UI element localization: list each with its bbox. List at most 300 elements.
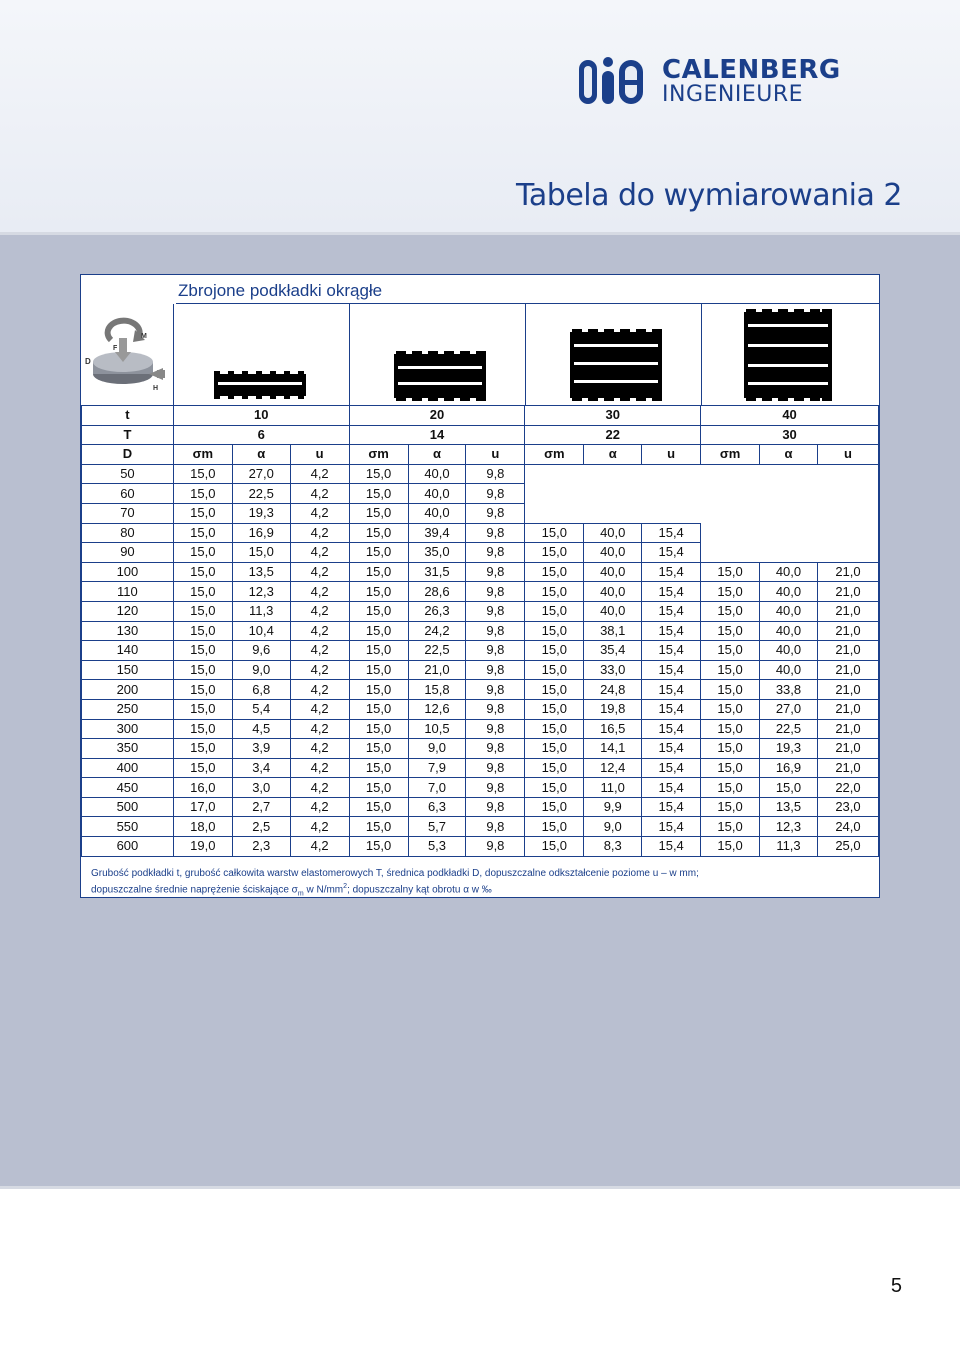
symbol-header-cell: σm [525,445,584,465]
value-cell: 22,0 [817,778,878,798]
pad-40mm-illustration [701,304,881,406]
value-cell: 5,3 [408,837,466,857]
table-row [82,641,879,661]
value-cell: 9,0 [584,817,642,837]
footnote-line-1: Grubość podkładki t, grubość całkowita warstw elastomerowych T, średnica podkładki D, dopuszczalne odkształcenie poziome u – w mm; [91,868,699,879]
group-header-cell: 30 [701,425,879,445]
value-cell: 9,8 [466,503,525,523]
dimensioning-table-card [80,274,880,898]
value-cell: 18,0 [173,817,232,837]
value-cell: 24,2 [408,621,466,641]
value-cell: 40,0 [760,641,818,661]
value-cell: 11,3 [232,601,290,621]
value-cell: 4,2 [290,601,349,621]
value-cell: 14,1 [584,739,642,759]
empty-cell [584,503,642,523]
value-cell: 25,0 [817,837,878,857]
brand-subname: INGENIEURE [662,82,804,107]
value-cell: 17,0 [173,797,232,817]
empty-cell [760,523,818,543]
value-cell: 40,0 [408,503,466,523]
value-cell: 4,2 [290,699,349,719]
value-cell: 15,0 [349,778,408,798]
table-row [82,543,879,563]
empty-cell [760,464,818,484]
diameter-cell: 90 [82,543,174,563]
value-cell: 4,2 [290,484,349,504]
table-row [82,523,879,543]
value-cell: 35,0 [408,543,466,563]
value-cell: 27,0 [232,464,290,484]
diameter-cell: 600 [82,837,174,857]
value-cell: 15,4 [642,641,701,661]
symbol-header-cell: u [817,445,878,465]
symbol-header-cell: α [232,445,290,465]
value-cell: 15,0 [701,562,760,582]
empty-cell [584,464,642,484]
empty-cell [701,484,760,504]
page-title: Tabela do wymiarowania 2 [516,178,902,213]
value-cell: 40,0 [584,523,642,543]
value-cell: 4,2 [290,660,349,680]
value-cell: 15,0 [525,837,584,857]
diameter-cell: 350 [82,739,174,759]
value-cell: 15,0 [525,758,584,778]
table-row [82,739,879,759]
value-cell: 2,7 [232,797,290,817]
value-cell: 3,9 [232,739,290,759]
value-cell: 15,0 [173,660,232,680]
symbol-header-cell: u [466,445,525,465]
value-cell: 9,9 [584,797,642,817]
group-header-cell: 6 [173,425,349,445]
value-cell: 15,0 [701,817,760,837]
value-cell: 15,4 [642,739,701,759]
value-cell: 24,0 [817,817,878,837]
empty-cell [525,484,584,504]
empty-cell [817,523,878,543]
value-cell: 4,2 [290,503,349,523]
value-cell: 19,8 [584,699,642,719]
value-cell: 21,0 [817,719,878,739]
value-cell: 9,8 [466,699,525,719]
value-cell: 4,2 [290,523,349,543]
value-cell: 35,4 [584,641,642,661]
value-cell: 15,0 [701,778,760,798]
value-cell: 31,5 [408,562,466,582]
value-cell: 6,8 [232,680,290,700]
value-cell: 19,3 [232,503,290,523]
group-header-cell: 22 [525,425,701,445]
value-cell: 4,5 [232,719,290,739]
value-cell: 15,0 [525,699,584,719]
value-cell: 15,0 [701,641,760,661]
diameter-cell: 450 [82,778,174,798]
value-cell: 13,5 [760,797,818,817]
value-cell: 4,2 [290,758,349,778]
value-cell: 15,4 [642,797,701,817]
value-cell: 15,0 [525,601,584,621]
value-cell: 4,2 [290,797,349,817]
value-cell: 9,8 [466,797,525,817]
value-cell: 15,0 [525,778,584,798]
value-cell: 4,2 [290,464,349,484]
value-cell: 15,0 [173,543,232,563]
value-cell: 15,0 [701,699,760,719]
empty-cell [760,503,818,523]
value-cell: 15,0 [525,739,584,759]
empty-cell [642,484,701,504]
bearing-load-diagram-icon [83,310,169,400]
group-header-cell: 20 [349,406,525,426]
value-cell: 26,3 [408,601,466,621]
group-header-cell: 40 [701,406,879,426]
value-cell: 4,2 [290,739,349,759]
table-row [82,582,879,602]
diameter-cell: 70 [82,503,174,523]
empty-cell [584,484,642,504]
empty-cell [701,543,760,563]
value-cell: 15,0 [173,621,232,641]
value-cell: 16,0 [173,778,232,798]
value-cell: 15,0 [173,582,232,602]
diameter-cell: 200 [82,680,174,700]
group-header-cell: 10 [173,406,349,426]
value-cell: 9,8 [466,523,525,543]
value-cell: 15,4 [642,817,701,837]
value-cell: 21,0 [817,660,878,680]
value-cell: 15,4 [642,543,701,563]
table-symbol-row [82,445,879,465]
value-cell: 2,3 [232,837,290,857]
value-cell: 15,0 [349,464,408,484]
diameter-label: D [85,357,91,366]
value-cell: 15,4 [642,582,701,602]
table-row [82,797,879,817]
value-cell: 12,6 [408,699,466,719]
value-cell: 9,8 [466,817,525,837]
value-cell: 11,3 [760,837,818,857]
value-cell: 15,4 [642,562,701,582]
value-cell: 40,0 [760,660,818,680]
diameter-cell: 50 [82,464,174,484]
value-cell: 15,4 [642,680,701,700]
value-cell: 21,0 [817,621,878,641]
diameter-cell: 110 [82,582,174,602]
value-cell: 21,0 [817,641,878,661]
value-cell: 16,9 [232,523,290,543]
force-label: F [113,345,118,352]
diameter-cell: 140 [82,641,174,661]
value-cell: 15,0 [173,562,232,582]
value-cell: 15,4 [642,523,701,543]
value-cell: 15,0 [349,503,408,523]
empty-cell [760,484,818,504]
value-cell: 28,6 [408,582,466,602]
value-cell: 40,0 [584,543,642,563]
value-cell: 40,0 [760,601,818,621]
symbol-header-cell: σm [173,445,232,465]
value-cell: 40,0 [584,562,642,582]
value-cell: 15,0 [173,464,232,484]
value-cell: 4,2 [290,837,349,857]
table-subtitle: Zbrojone podkładki okrągłe [176,278,879,304]
value-cell: 15,0 [349,582,408,602]
value-cell: 22,5 [760,719,818,739]
table-header-row [82,425,879,445]
empty-cell [701,464,760,484]
value-cell: 16,9 [760,758,818,778]
table-row [82,503,879,523]
dimensioning-table [81,405,879,857]
value-cell: 4,2 [290,680,349,700]
value-cell: 15,0 [701,837,760,857]
value-cell: 15,4 [642,758,701,778]
empty-cell [525,503,584,523]
value-cell: 15,0 [701,621,760,641]
value-cell: 19,0 [173,837,232,857]
value-cell: 9,0 [232,660,290,680]
value-cell: 5,4 [232,699,290,719]
table-row [82,817,879,837]
value-cell: 21,0 [817,699,878,719]
row-label-cell: t [82,406,174,426]
calenberg-logo-mark-icon [578,56,644,106]
diameter-cell: 120 [82,601,174,621]
value-cell: 15,0 [173,739,232,759]
value-cell: 40,0 [584,582,642,602]
value-cell: 21,0 [817,601,878,621]
value-cell: 12,3 [232,582,290,602]
value-cell: 22,5 [408,641,466,661]
value-cell: 15,0 [349,699,408,719]
value-cell: 15,0 [525,817,584,837]
value-cell: 15,4 [642,699,701,719]
value-cell: 15,0 [173,699,232,719]
table-header-row [82,406,879,426]
value-cell: 9,8 [466,641,525,661]
value-cell: 15,0 [349,660,408,680]
value-cell: 12,4 [584,758,642,778]
value-cell: 15,0 [525,582,584,602]
value-cell: 15,0 [525,562,584,582]
value-cell: 7,0 [408,778,466,798]
value-cell: 16,5 [584,719,642,739]
empty-cell [525,464,584,484]
divider [0,232,960,235]
value-cell: 15,0 [701,719,760,739]
diameter-cell: 150 [82,660,174,680]
empty-cell [701,523,760,543]
value-cell: 9,8 [466,837,525,857]
value-cell: 4,2 [290,817,349,837]
value-cell: 15,0 [232,543,290,563]
value-cell: 27,0 [760,699,818,719]
moment-label: M [141,333,147,340]
value-cell: 15,0 [173,641,232,661]
empty-cell [642,503,701,523]
value-cell: 15,0 [349,719,408,739]
value-cell: 9,8 [466,660,525,680]
table-row [82,699,879,719]
value-cell: 5,7 [408,817,466,837]
value-cell: 15,0 [525,680,584,700]
diameter-cell: 100 [82,562,174,582]
value-cell: 9,8 [466,758,525,778]
value-cell: 15,0 [701,739,760,759]
value-cell: 4,2 [290,582,349,602]
value-cell: 15,0 [173,503,232,523]
table-footnote [91,867,871,900]
footnote-line-2: dopuszczalne średnie naprężenie ściskające $\sigma_m$ w $N/mm^2$; dopuszczalny kąt obrotu α w ‰ [91,883,492,898]
value-cell: 24,8 [584,680,642,700]
value-cell: 15,0 [349,817,408,837]
value-cell: 9,8 [466,778,525,798]
value-cell: 10,4 [232,621,290,641]
value-cell: 15,0 [701,758,760,778]
divider [0,1186,960,1189]
value-cell: 9,8 [466,484,525,504]
value-cell: 12,3 [760,817,818,837]
value-cell: 39,4 [408,523,466,543]
value-cell: 9,8 [466,582,525,602]
diameter-cell: 250 [82,699,174,719]
table-row [82,660,879,680]
value-cell: 15,0 [173,523,232,543]
value-cell: 15,0 [349,758,408,778]
value-cell: 15,0 [349,523,408,543]
empty-cell [817,484,878,504]
table-row [82,837,879,857]
value-cell: 15,0 [760,778,818,798]
table-row [82,680,879,700]
value-cell: 21,0 [817,582,878,602]
empty-cell [642,464,701,484]
symbol-header-cell: u [290,445,349,465]
symbol-header-cell: α [408,445,466,465]
table-row [82,719,879,739]
value-cell: 15,0 [525,621,584,641]
group-header-cell: 30 [525,406,701,426]
value-cell: 15,0 [349,484,408,504]
value-cell: 15,0 [349,543,408,563]
value-cell: 40,0 [408,484,466,504]
calenberg-logo [578,56,904,108]
pad-20mm-illustration [349,304,525,406]
symbol-header-cell: α [584,445,642,465]
value-cell: 21,0 [817,758,878,778]
value-cell: 4,2 [290,641,349,661]
value-cell: 9,8 [466,621,525,641]
pad-illustrations [81,304,881,406]
empty-cell [817,464,878,484]
pad-10mm-illustration [173,304,349,406]
value-cell: 8,3 [584,837,642,857]
symbol-header-cell: α [760,445,818,465]
value-cell: 4,2 [290,719,349,739]
group-header-cell: 14 [349,425,525,445]
value-cell: 4,2 [290,543,349,563]
symbol-header-cell: u [642,445,701,465]
value-cell: 9,6 [232,641,290,661]
row-label-cell: T [82,425,174,445]
value-cell: 9,8 [466,562,525,582]
value-cell: 15,0 [525,719,584,739]
value-cell: 9,8 [466,719,525,739]
value-cell: 15,0 [349,837,408,857]
value-cell: 15,0 [525,543,584,563]
value-cell: 15,0 [525,523,584,543]
value-cell: 10,5 [408,719,466,739]
value-cell: 9,0 [408,739,466,759]
value-cell: 15,0 [349,739,408,759]
value-cell: 15,0 [701,582,760,602]
value-cell: 15,0 [173,719,232,739]
table-row [82,464,879,484]
value-cell: 15,4 [642,837,701,857]
value-cell: 15,0 [701,601,760,621]
value-cell: 2,5 [232,817,290,837]
value-cell: 4,2 [290,621,349,641]
value-cell: 15,0 [349,621,408,641]
table-row [82,778,879,798]
value-cell: 15,0 [173,758,232,778]
value-cell: 15,0 [525,660,584,680]
table-row [82,758,879,778]
diameter-cell: 300 [82,719,174,739]
value-cell: 9,8 [466,680,525,700]
value-cell: 33,8 [760,680,818,700]
value-cell: 9,8 [466,464,525,484]
value-cell: 21,0 [817,739,878,759]
value-cell: 19,3 [760,739,818,759]
value-cell: 15,4 [642,621,701,641]
table-row [82,562,879,582]
diameter-cell: 60 [82,484,174,504]
value-cell: 4,2 [290,778,349,798]
value-cell: 9,8 [466,543,525,563]
value-cell: 3,0 [232,778,290,798]
diameter-cell: 550 [82,817,174,837]
value-cell: 7,9 [408,758,466,778]
value-cell: 3,4 [232,758,290,778]
value-cell: 15,4 [642,660,701,680]
value-cell: 4,2 [290,562,349,582]
horizontal-force-label: H [153,385,159,392]
value-cell: 15,0 [349,797,408,817]
value-cell: 15,0 [349,641,408,661]
diameter-cell: 500 [82,797,174,817]
value-cell: 9,8 [466,601,525,621]
value-cell: 15,0 [525,797,584,817]
value-cell: 15,0 [349,680,408,700]
symbol-header-cell: σm [349,445,408,465]
value-cell: 15,8 [408,680,466,700]
brand-name: CALENBERG [662,55,841,85]
value-cell: 40,0 [760,582,818,602]
empty-cell [760,543,818,563]
value-cell: 15,0 [349,562,408,582]
diameter-cell: 80 [82,523,174,543]
value-cell: 40,0 [408,464,466,484]
value-cell: 15,4 [642,778,701,798]
row-label-cell: D [82,445,174,465]
value-cell: 13,5 [232,562,290,582]
value-cell: 15,0 [173,484,232,504]
value-cell: 9,8 [466,739,525,759]
value-cell: 15,0 [525,641,584,661]
value-cell: 15,4 [642,601,701,621]
